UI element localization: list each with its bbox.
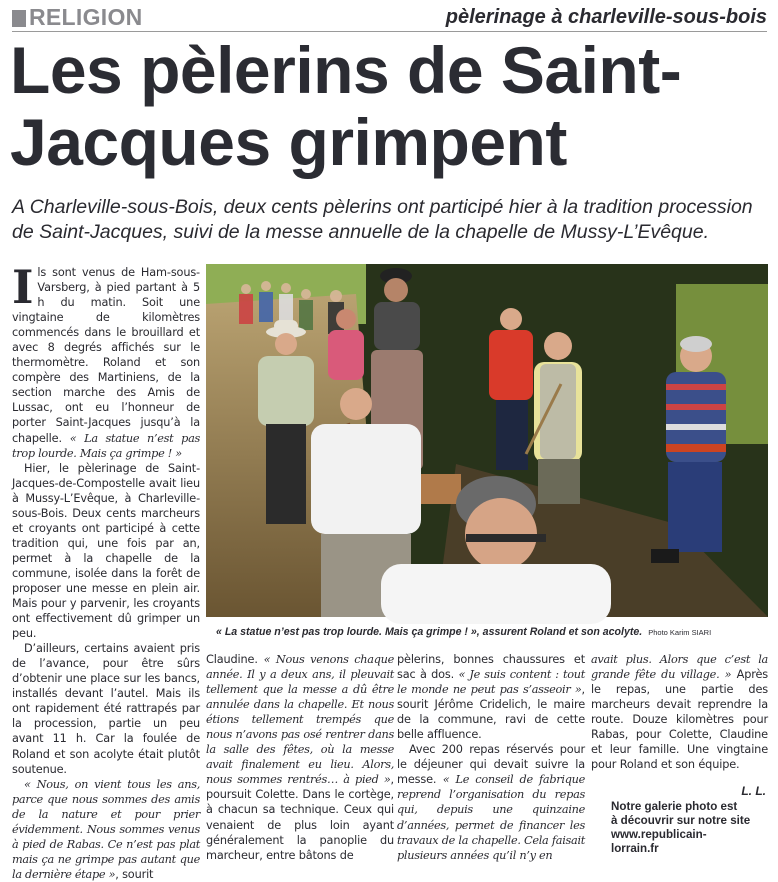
section-label: RELIGION <box>29 4 143 30</box>
photo-gallery-promo[interactable] <box>611 800 771 856</box>
paragraph: « Nous, on vient tous les ans, parce que nous sommes des amis de la nature et pour prier évidemment. Nous sommes venus à pied de Rabas. Ce n’est pas plat mais ça ne grimpe pas autant que la dernière étape », sourit <box>12 777 200 881</box>
promo-line: Notre galerie photo est <box>611 800 738 813</box>
headline-line-1: Les pèlerins de Saint- <box>10 33 682 107</box>
paragraph: pèlerins, bonnes chaussures et sac à dos. « Je suis content : tout le monde ne peut pas s’asseoir », sourit Jérôme Cridelich, le maire de la commune, ravi de cette belle affluence. <box>397 653 586 742</box>
paragraph: D’ailleurs, certains avaient pris de l’avance, pour être sûrs d’obtenir une place sur les bancs, installés devant l’autel. Mais ils ont rapidement été rattrapés par la procession, partie un peu avant 11 h. Car la foulée de Roland et son acolyte était plutôt soutenue. <box>12 642 200 776</box>
photo-caption <box>216 626 772 638</box>
section-rubric <box>12 6 767 32</box>
rubric-square-icon <box>12 10 26 27</box>
article-column-2 <box>206 652 394 863</box>
promo-link[interactable]: www.republicain- <box>611 828 707 841</box>
paragraph: avait plus. Alors que c’est la grande fête du village. » Après le repas, une partie des marcheurs devait reprendre la route. Douze kilomètres pour Rabas, pour Colette, Claudine et leur famille. Une vingtaine pour Roland et son équipe. <box>591 653 768 772</box>
kicker: pèlerinage à charleville-sous-bois <box>445 6 767 28</box>
caption-text: « La statue n’est pas trop lourde. Mais ça grimpe ! », assurent Roland et son acolyte. <box>216 626 643 638</box>
promo-line: à découvrir sur notre site <box>611 814 751 827</box>
standfirst: A Charleville-sous-Bois, deux cents pèlerins ont participé hier à la tradition procession de Saint-Jacques, suivi de la messe annuelle de la chapelle de Mussy-L’Evêque. <box>12 196 753 243</box>
procession-photo-illustration <box>206 264 768 617</box>
paragraph: Claudine. « Nous venons chaque année. Il y a deux ans, il pleuvait tellement que la messe a dû être annulée dans la chapelle. Et nous étions tellement trempés que nous n’avons pas osé rentrer dans la salle des fêtes, où la messe avait finalement eu lieu. Alors, nous sommes rentrés… à pied », poursuit Colette. Dans le cortège, à chacun sa technique. Ceux qui venaient de plus loin ayant généralement la panoplie du marcheur, entre bâtons de <box>206 653 394 862</box>
article-column-1 <box>12 260 200 882</box>
author-signature: L. L. <box>741 784 766 798</box>
drop-cap: I <box>12 260 34 314</box>
headline <box>10 34 770 178</box>
article-photo[interactable] <box>206 264 768 617</box>
promo-link[interactable]: lorrain.fr <box>611 842 659 855</box>
article-column-4 <box>591 652 768 772</box>
paragraph: Hier, le pèlerinage de Saint-Jacques-de-Compostelle avait lieu à Mussy-L’Evêque, à Charleville-sous-Bois. Deux cents marcheurs et croyants ont participé à cette tradition qui, une fois par an, permet à la chapelle de la commune, isolée dans la forêt de proposer une messe en plein air. Mais pour y parvenir, les croyants ont effectivement dû grimper un peu. <box>12 461 200 641</box>
paragraph: Ils sont venus de Ham-sous-Varsberg, à pied partant à 5 h du matin. Soit une vingtaine de kilomètres commencés dans le brouillard et avec 8 degrés affichés sur le thermomètre. Roland et son compère des Martiniens, de la section marche des Amis de Lussac, ont eu l’honneur de porter Saint-Jacques jusqu’à la chapelle. « La statue n’est pas trop lourde. Mais ça grimpe ! » <box>12 260 200 460</box>
paragraph: Avec 200 repas réservés pour le déjeuner qui devait suivre la messe. « Le conseil de fabrique reprend l’organisation du repas qui, depuis une quinzaine d’années, permet de financer les travaux de la chapelle. Cela faisait plusieurs années qu’il n’y en <box>397 743 585 862</box>
headline-line-2: Jacques grimpent <box>10 105 567 179</box>
photo-credit: Photo Karim SIARI <box>648 628 712 637</box>
article-column-3 <box>397 652 585 863</box>
